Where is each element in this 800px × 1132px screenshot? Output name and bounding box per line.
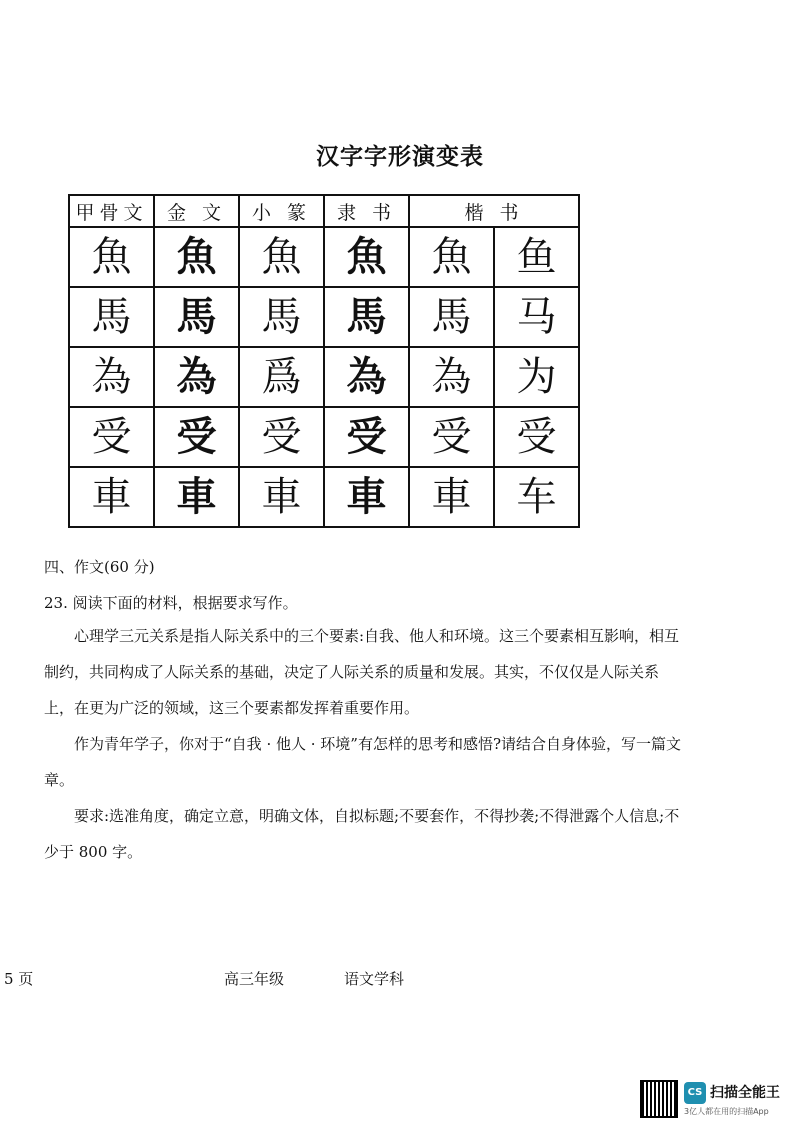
- glyph-jiaguwen: 受: [69, 407, 154, 467]
- material-paragraph: 心理学三元关系是指人际关系中的三个要素:自我、他人和环境。这三个要素相互影响，相互制约，共同构成了人际关系的基础，决定了人际关系的质量和发展。其实，不仅仅是人际关系上，在更为广泛的领域，这三个要素都发挥着重要作用。: [44, 627, 680, 717]
- grade-label: 高三年级: [224, 970, 285, 988]
- page-number: 5 页: [4, 970, 34, 988]
- glyph-kaishu-traditional: 馬: [409, 287, 494, 347]
- glyph-kaishu-traditional: 為: [409, 347, 494, 407]
- scanner-tagline: 3亿人都在用的扫描App: [684, 1107, 769, 1116]
- question-prompt: 23. 阅读下面的材料，根据要求写作。: [44, 594, 298, 612]
- camscanner-logo-icon: CS: [684, 1082, 706, 1104]
- header-lishu: 隶 书: [324, 195, 409, 227]
- table-row: [69, 407, 579, 467]
- glyph-kaishu-simplified: 车: [494, 467, 579, 527]
- glyph-xiaozhuan: 爲: [239, 347, 324, 407]
- glyph-xiaozhuan: 車: [239, 467, 324, 527]
- character-evolution-table: [68, 194, 580, 528]
- scanner-watermark: [640, 1080, 790, 1120]
- glyph-lishu: 車: [324, 467, 409, 527]
- glyph-lishu: 為: [324, 347, 409, 407]
- glyph-lishu: 魚: [324, 227, 409, 287]
- header-jinwen: 金 文: [154, 195, 239, 227]
- essay-material: [44, 618, 684, 870]
- scanner-app-name: 扫描全能王: [710, 1085, 780, 1101]
- glyph-kaishu-traditional: 車: [409, 467, 494, 527]
- glyph-jinwen: 車: [154, 467, 239, 527]
- subject-label: 语文学科: [344, 970, 405, 988]
- glyph-jiaguwen: 車: [69, 467, 154, 527]
- requirements-paragraph: 要求:选准角度，确定立意，明确文体，自拟标题;不要套作，不得抄袭;不得泄露个人信息;不少于 800 字。: [44, 807, 680, 861]
- qr-code-icon: [640, 1080, 678, 1118]
- glyph-kaishu-simplified: 马: [494, 287, 579, 347]
- page-title: 汉字字形演变表: [316, 144, 484, 170]
- table-header-row: [69, 195, 579, 227]
- glyph-jiaguwen: 馬: [69, 287, 154, 347]
- glyph-kaishu-traditional: 受: [409, 407, 494, 467]
- glyph-jinwen: 馬: [154, 287, 239, 347]
- glyph-kaishu-traditional: 魚: [409, 227, 494, 287]
- glyph-xiaozhuan: 馬: [239, 287, 324, 347]
- task-paragraph: 作为青年学子，你对于“自我 · 他人 · 环境”有怎样的思考和感悟?请结合自身体验，写一篇文章。: [44, 735, 681, 789]
- table-row: [69, 467, 579, 527]
- table-row: [69, 227, 579, 287]
- glyph-jiaguwen: 為: [69, 347, 154, 407]
- section-heading: 四、作文(60 分): [44, 558, 155, 576]
- table-row: [69, 347, 579, 407]
- header-xiaozhuan: 小 篆: [239, 195, 324, 227]
- glyph-jinwen: 受: [154, 407, 239, 467]
- glyph-kaishu-simplified: 鱼: [494, 227, 579, 287]
- glyph-kaishu-simplified: 为: [494, 347, 579, 407]
- glyph-jinwen: 為: [154, 347, 239, 407]
- header-jiaguwen: 甲骨文: [69, 195, 154, 227]
- header-kaishu: 楷 书: [409, 195, 579, 227]
- glyph-jiaguwen: 魚: [69, 227, 154, 287]
- glyph-xiaozhuan: 受: [239, 407, 324, 467]
- glyph-kaishu-simplified: 受: [494, 407, 579, 467]
- glyph-lishu: 馬: [324, 287, 409, 347]
- table-row: [69, 287, 579, 347]
- glyph-lishu: 受: [324, 407, 409, 467]
- glyph-jinwen: 魚: [154, 227, 239, 287]
- glyph-xiaozhuan: 魚: [239, 227, 324, 287]
